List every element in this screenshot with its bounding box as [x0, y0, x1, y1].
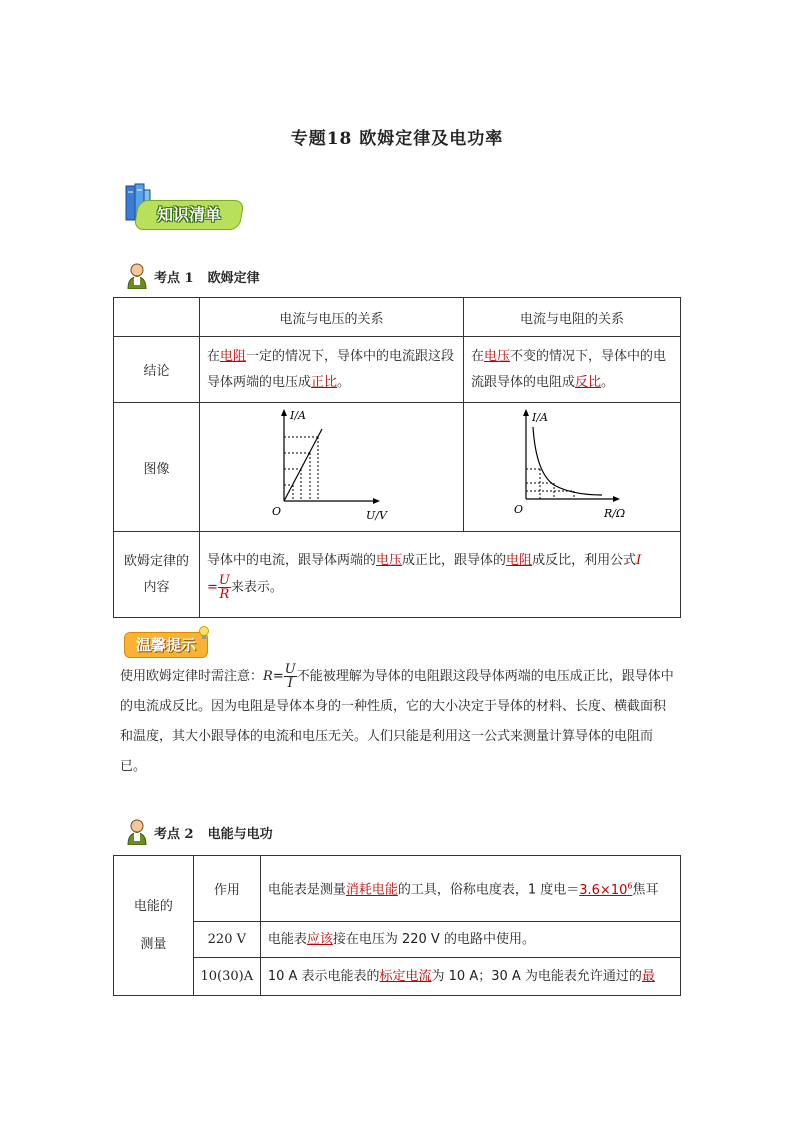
electric-energy-table	[113, 855, 681, 996]
key-term: 电阻	[220, 348, 247, 364]
graph-cell-resistance	[464, 403, 681, 532]
page-title: 专题18 欧姆定律及电功率	[290, 129, 504, 149]
row-label: 结论	[114, 337, 200, 403]
text: 在	[207, 348, 221, 364]
key-term: 电压	[376, 553, 403, 568]
text: 在	[471, 348, 485, 364]
text: 。	[601, 374, 615, 390]
group-label	[114, 856, 194, 996]
fraction-denominator: I	[287, 676, 293, 691]
meter-voltage	[260, 922, 680, 958]
y-axis-label: I/A	[290, 409, 306, 422]
y-axis-arrow	[523, 409, 529, 416]
text: 导体中的电流，跟导体两端的	[207, 553, 377, 568]
table-row	[114, 922, 681, 958]
text: 的工具，俗称电度表，1 度电＝	[397, 882, 580, 898]
key-term: 最	[641, 968, 655, 984]
meter-current	[260, 958, 680, 996]
table-row	[114, 337, 681, 403]
origin-label: O	[272, 505, 282, 518]
origin-label: O	[514, 503, 524, 516]
fraction-numerator: U	[218, 573, 230, 588]
text: 使用欧姆定律时需注意：	[120, 669, 264, 684]
kaodian-2-number: 考点 2	[154, 826, 194, 842]
kaodian-1-name: 欧姆定律	[207, 270, 260, 286]
row-label	[114, 532, 200, 618]
lightbulb-icon	[198, 626, 210, 640]
text: 电能表是测量	[267, 882, 346, 898]
teacher-icon	[126, 263, 148, 289]
key-term	[579, 883, 632, 898]
table-row	[114, 298, 681, 337]
key-term: 消耗电能	[345, 882, 398, 898]
formula-fraction	[284, 663, 297, 690]
text: 。	[337, 374, 351, 390]
row-label: 作用	[193, 856, 260, 922]
table-row	[114, 958, 681, 996]
text: 不能被理解为导体的电阻跟这段导体两端的电压成正比，跟导体中的电流成反比。因为电阻是导体本身的一种性质，它的大小决定于导体的材料、长度、横截面积和温度，其大小跟导体的电流和电压无关。人们只能是利用这一公式来测量计算导体的电阻而已。	[120, 669, 674, 774]
x-axis-label: U/V	[366, 509, 387, 522]
text: 成正比，跟导体的	[402, 553, 507, 568]
warm-tip-paragraph	[120, 662, 678, 782]
key-term: 标定电流	[379, 968, 432, 984]
i-u-graph	[200, 403, 463, 531]
text: 为 10 A；30 A 为电能表允许通过的	[431, 968, 642, 984]
inverse-curve	[533, 427, 602, 495]
row-label-line: 欧姆定律的	[123, 553, 189, 569]
superscript: 6	[627, 881, 633, 891]
text: 一定的情况下，导体中的电流跟这段导体两端的电压成	[207, 348, 455, 390]
text: 10 A 表示电能表的	[267, 968, 380, 984]
x-axis-label: R/Ω	[604, 507, 626, 520]
conclusion-voltage	[200, 337, 464, 403]
ohm-law-content	[200, 532, 681, 618]
formula-symbol: R	[263, 669, 273, 684]
text: 不变的情况下，导体中的电流跟导体的电阻成	[471, 348, 667, 390]
row-label: 10(30)A	[193, 958, 260, 996]
table-row	[114, 403, 681, 532]
group-label-line: 电能的	[133, 898, 173, 914]
formula-symbol: =	[207, 580, 218, 595]
kaodian-2-heading	[126, 818, 273, 846]
graph-cell-voltage	[200, 403, 464, 532]
table-row	[114, 856, 681, 922]
kaodian-1-heading	[126, 262, 260, 290]
i-r-graph	[464, 403, 680, 531]
table-header: 电流与电压的关系	[200, 298, 464, 337]
knowledge-list-label: 知识清单	[156, 205, 221, 224]
x-axis-arrow	[373, 498, 380, 504]
key-term: 电阻	[506, 553, 533, 568]
warm-tip-banner	[124, 630, 210, 658]
x-axis-arrow	[613, 496, 620, 502]
fraction-denominator: R	[219, 587, 230, 602]
table-cell	[114, 298, 200, 337]
conclusion-resistance	[464, 337, 681, 403]
formula-symbol: I	[636, 553, 642, 568]
key-term: 正比	[311, 374, 338, 390]
y-axis-label: I/A	[532, 411, 548, 424]
table-row	[114, 532, 681, 618]
formula-fraction	[218, 574, 231, 601]
meter-function	[260, 856, 680, 922]
key-term: 电压	[484, 348, 511, 364]
key-term: 应该	[306, 931, 333, 947]
text: 成反比，利用公式	[532, 553, 637, 568]
row-label: 图像	[114, 403, 200, 532]
formula-symbol: =	[272, 669, 284, 684]
group-label-line: 测量	[140, 936, 167, 952]
text: 接在电压为 220 V 的电路中使用。	[332, 931, 535, 947]
kaodian-2-name: 电能与电功	[207, 826, 273, 842]
table-header: 电流与电阻的关系	[464, 298, 681, 337]
kaodian-1-number: 考点 1	[154, 270, 194, 286]
row-label: 220 V	[193, 922, 260, 958]
fraction-numerator: U	[284, 662, 296, 677]
text: 3.6×10	[579, 882, 628, 898]
text: 电能表	[267, 931, 307, 947]
text: 来表示。	[230, 580, 283, 595]
warm-tip-label: 温馨提示	[135, 636, 196, 654]
ohm-law-table	[113, 297, 681, 618]
row-label-line: 内容	[143, 579, 170, 595]
knowledge-list-banner	[124, 182, 244, 234]
text: 焦耳	[632, 882, 659, 898]
y-axis-arrow	[281, 409, 287, 416]
proportional-line	[284, 429, 322, 501]
teacher-icon	[126, 819, 148, 845]
key-term: 反比	[575, 374, 602, 390]
